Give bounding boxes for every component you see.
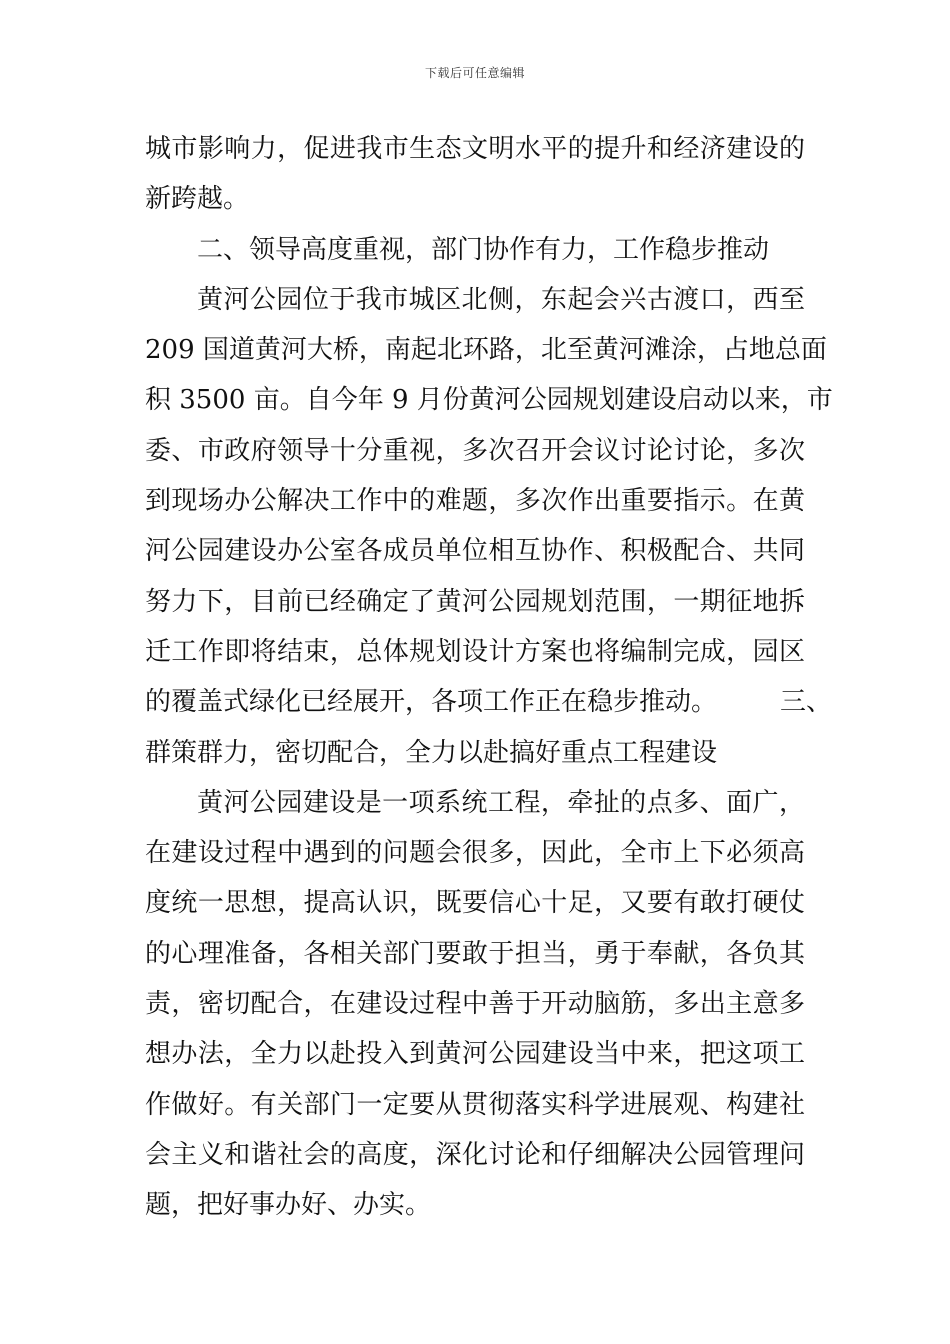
paragraph-line-with-heading <box>145 677 833 727</box>
download-note: 下载后可任意编辑 <box>424 66 525 80</box>
paragraph-line: 想办法，全力以赴投入到黄河公园建设当中来，把这项工 <box>145 1039 805 1070</box>
paragraph-line: 积 3500 亩。自今年 9 月份黄河公园规划建设启动以来，市 <box>145 385 833 416</box>
paragraph-line: 在建设过程中遇到的问题会很多，因此，全市上下必须高 <box>145 838 805 869</box>
paragraph-line: 新跨越。 <box>145 184 250 215</box>
paragraph-line: 209 国道黄河大桥，南起北环路，北至黄河滩涂，占地总面 <box>145 335 827 366</box>
paragraph-line: 黄河公园建设是一项系统工程，牵扯的点多、面广， <box>197 787 805 818</box>
paragraph-line: 会主义和谐社会的高度，深化讨论和仔细解决公园管理问 <box>145 1139 805 1170</box>
paragraph-line: 作做好。有关部门一定要从贯彻落实科学进展观、构建社 <box>145 1089 805 1120</box>
paragraph-line: 责，密切配合，在建设过程中善于开动脑筋，多出主意多 <box>145 989 805 1020</box>
paragraph-line: 的心理准备，各相关部门要敢于担当，勇于奉献，各负其 <box>145 938 805 969</box>
paragraph-line: 城市影响力，促进我市生态文明水平的提升和经济建设的 <box>145 134 805 164</box>
section-heading-2: 二、领导高度重视，部门协作有力，工作稳步推动 <box>197 234 770 265</box>
paragraph-line: 黄河公园位于我市城区北侧，东起会兴古渡口，西至 <box>197 284 805 315</box>
section-heading-3: 群策群力，密切配合，全力以赴搞好重点工程建设 <box>145 737 718 768</box>
paragraph-line: 委、市政府领导十分重视，多次召开会议讨论讨论，多次 <box>145 435 805 466</box>
paragraph-line: 迁工作即将结束，总体规划设计方案也将编制完成，园区 <box>145 636 805 667</box>
paragraph-line: 河公园建设办公室各成员单位相互协作、积极配合、共同 <box>145 536 805 567</box>
paragraph-line: 的覆盖式绿化已经展开，各项工作正在稳步推动。 <box>145 687 718 718</box>
paragraph-line: 度统一思想，提高认识，既要信心十足，又要有敢打硬仗 <box>145 888 805 919</box>
paragraph-line: 到现场办公解决工作中的难题，多次作出重要指示。在黄 <box>145 486 805 517</box>
paragraph-line: 题，把好事办好、办实。 <box>145 1190 432 1221</box>
section-heading-3-prefix: 三、 <box>780 687 833 718</box>
document-body <box>145 124 833 1231</box>
paragraph-line: 努力下，目前已经确定了黄河公园规划范围，一期征地拆 <box>145 586 805 617</box>
